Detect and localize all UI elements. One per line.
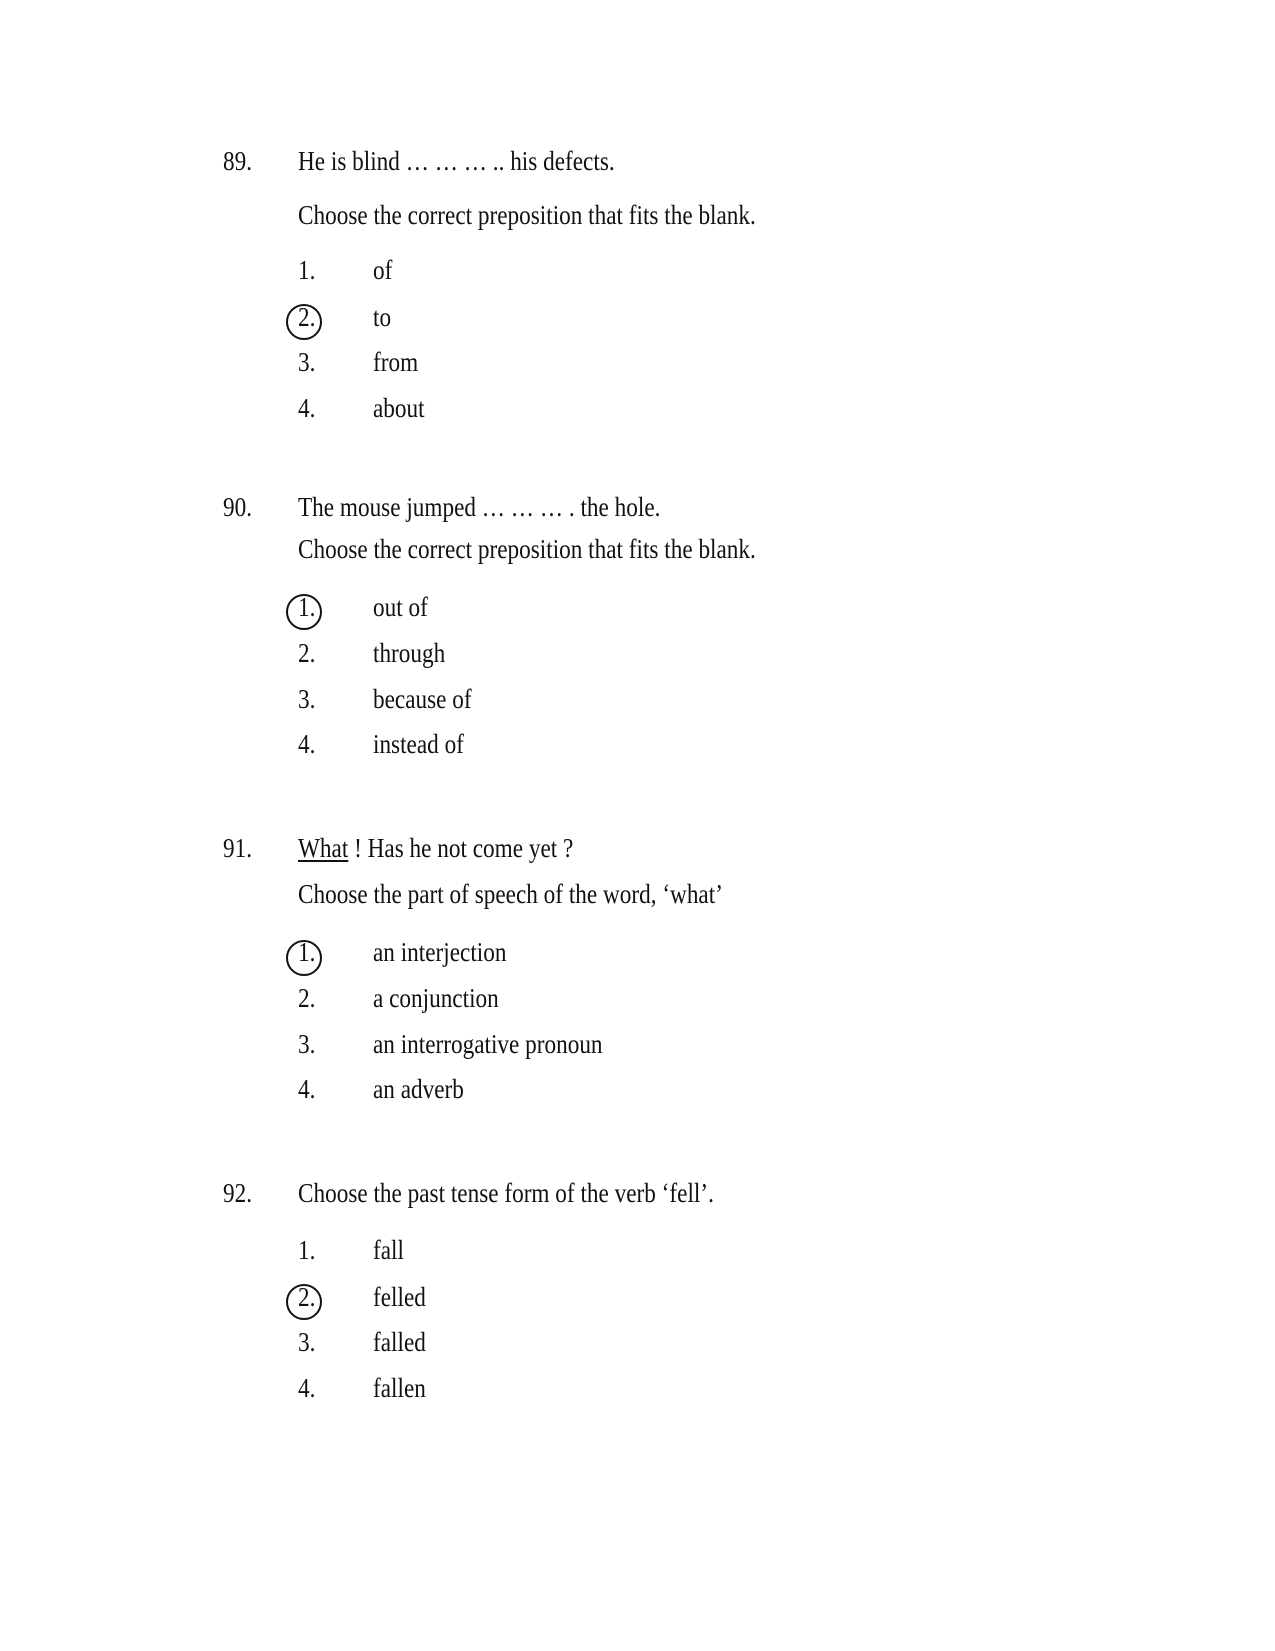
option-text: felled xyxy=(373,1282,426,1312)
option-text: fallen xyxy=(373,1373,426,1403)
option-number: 1. xyxy=(298,255,316,285)
option-text: a conjunction xyxy=(373,983,499,1013)
option-number: 3. xyxy=(298,1029,316,1059)
option-text: an adverb xyxy=(373,1074,464,1104)
option-text: falled xyxy=(373,1327,426,1357)
question-number: 92. xyxy=(223,1178,253,1208)
option-number: 4. xyxy=(298,1074,316,1104)
option-text: an interrogative pronoun xyxy=(373,1029,603,1059)
question-instruction: Choose the correct preposition that fits the blank. xyxy=(298,200,756,230)
option-number: 2. xyxy=(298,302,316,332)
option-text: because of xyxy=(373,684,472,714)
option-number: 3. xyxy=(298,1327,316,1357)
question-number: 89. xyxy=(223,146,253,176)
question-stem: He is blind … … … .. his defects. xyxy=(298,146,615,176)
question-number: 91. xyxy=(223,833,253,863)
option-text: out of xyxy=(373,592,428,622)
option-number: 3. xyxy=(298,347,316,377)
question-instruction: Choose the correct preposition that fits the blank. xyxy=(298,534,756,564)
option-text: an interjection xyxy=(373,937,507,967)
option-number: 3. xyxy=(298,684,316,714)
underlined-word: What xyxy=(298,833,349,863)
option-number: 1. xyxy=(298,937,316,967)
option-number: 4. xyxy=(298,729,316,759)
option-number: 2. xyxy=(298,1282,316,1312)
option-number: 4. xyxy=(298,1373,316,1403)
option-number: 2. xyxy=(298,983,316,1013)
option-text: about xyxy=(373,393,425,423)
option-text: to xyxy=(373,302,392,332)
question-stem-rest: ! Has he not come yet ? xyxy=(348,833,574,863)
option-number: 1. xyxy=(298,592,316,622)
option-text: fall xyxy=(373,1235,404,1265)
option-text: instead of xyxy=(373,729,464,759)
option-text: through xyxy=(373,638,446,668)
option-number: 2. xyxy=(298,638,316,668)
option-number: 1. xyxy=(298,1235,316,1265)
option-text: of xyxy=(373,255,393,285)
option-text: from xyxy=(373,347,419,377)
question-stem: Choose the past tense form of the verb ‘fell’. xyxy=(298,1178,714,1208)
question-stem: The mouse jumped … … … . the hole. xyxy=(298,492,661,522)
question-number: 90. xyxy=(223,492,253,522)
question-instruction: Choose the part of speech of the word, ‘what’ xyxy=(298,879,723,909)
option-number: 4. xyxy=(298,393,316,423)
question-stem xyxy=(298,831,573,865)
